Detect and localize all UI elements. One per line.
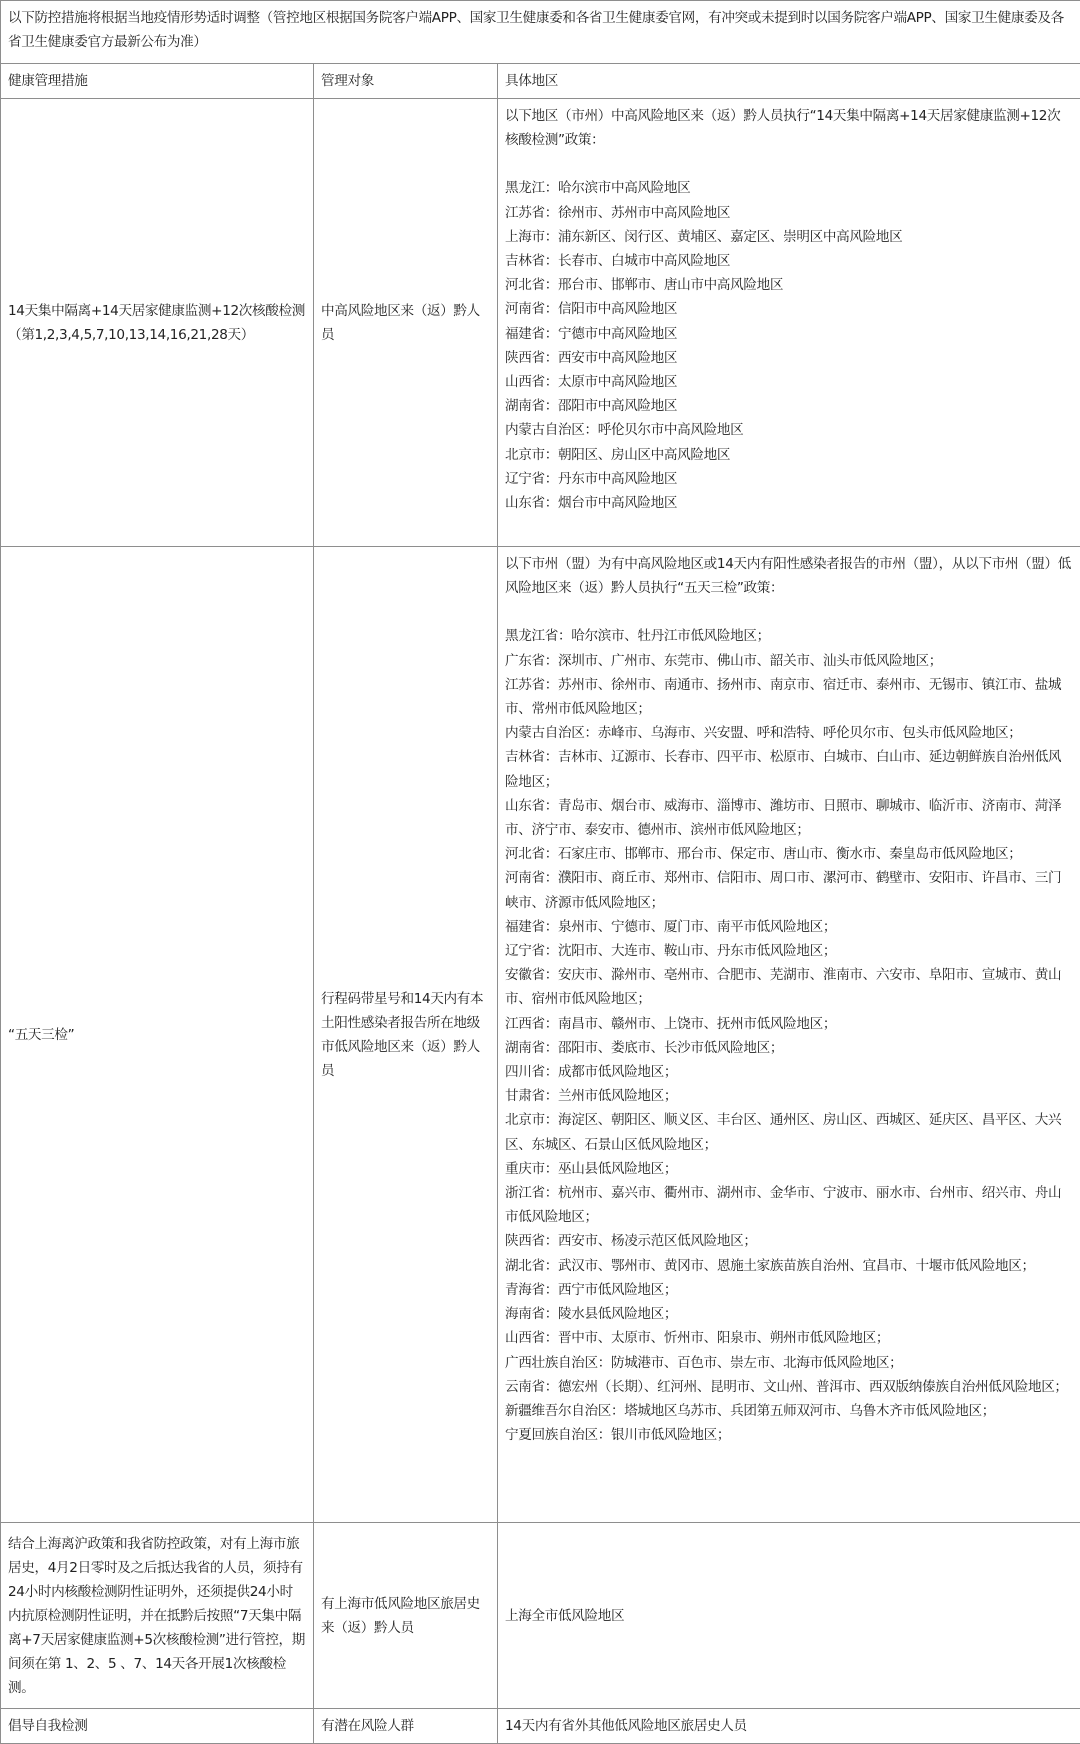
region-line: 河北省：邢台市、邯郸市、唐山市中高风险地区 [505, 273, 1073, 297]
measure-cell: 14天集中隔离+14天居家健康监测+12次核酸检测（第1,2,3,4,5,7,10,13,14,16,21,28天） [1, 99, 314, 547]
region-line: 山东省：烟台市中高风险地区 [505, 491, 1073, 515]
region-line: 北京市：朝阳区、房山区中高风险地区 [505, 443, 1073, 467]
region-list [505, 552, 1073, 1447]
region-cell: 14天内有省外其他低风险地区旅居史人员 [498, 1709, 1080, 1744]
region-line: 湖南省：邵阳市、娄底市、长沙市低风险地区； [505, 1036, 1073, 1060]
region-line: 山东省：青岛市、烟台市、威海市、淄博市、潍坊市、日照市、聊城市、临沂市、济南市、菏泽市、济宁市、泰安市、德州市、滨州市低风险地区； [505, 794, 1073, 842]
region-line: 甘肃省：兰州市低风险地区； [505, 1084, 1073, 1108]
region-line: 宁夏回族自治区：银川市低风险地区； [505, 1423, 1073, 1447]
region-line: 浙江省：杭州市、嘉兴市、衢州市、湖州市、金华市、宁波市、丽水市、台州市、绍兴市、舟山市低风险地区； [505, 1181, 1073, 1229]
region-line: 山西省：晋中市、太原市、忻州市、阳泉市、朔州市低风险地区； [505, 1326, 1073, 1350]
table-row [1, 1709, 1080, 1744]
table-row [1, 99, 1080, 547]
region-line: 内蒙古自治区：赤峰市、乌海市、兴安盟、呼和浩特、呼伦贝尔市、包头市低风险地区； [505, 721, 1073, 745]
header-measure: 健康管理措施 [1, 64, 314, 99]
region-line: 广西壮族自治区：防城港市、百色市、崇左市、北海市低风险地区； [505, 1351, 1073, 1375]
region-intro: 以下市州（盟）为有中高风险地区或14天内有阳性感染者报告的市州（盟），从以下市州（盟）低风险地区来（返）黔人员执行“五天三检”政策： [505, 552, 1073, 600]
region-line: 吉林省：吉林市、辽源市、长春市、四平市、松原市、白城市、白山市、延边朝鲜族自治州低风险地区； [505, 745, 1073, 793]
header-region: 具体地区 [498, 64, 1080, 99]
measure-cell: 结合上海离沪政策和我省防控政策，对有上海市旅居史，4月2日零时及之后抵达我省的人员，须持有24小时内核酸检测阴性证明外，还须提供24小时内抗原检测阴性证明，并在抵黔后按照“7天集中隔离+7天居家健康监测+5次核酸检测”进行管控，期间须在第 1、2、5 、7、14天各开展1次核酸检测。 [1, 1523, 314, 1709]
table-row [1, 547, 1080, 1523]
measure-cell: 倡导自我检测 [1, 1709, 314, 1744]
region-intro: 以下地区（市州）中高风险地区来（返）黔人员执行“14天集中隔离+14天居家健康监测+12次核酸检测”政策： [505, 104, 1073, 152]
target-cell: 中高风险地区来（返）黔人员 [314, 99, 498, 547]
region-line: 广东省：深圳市、广州市、东莞市、佛山市、韶关市、汕头市低风险地区； [505, 649, 1073, 673]
region-line: 黑龙江：哈尔滨市中高风险地区 [505, 176, 1073, 200]
header-target: 管理对象 [314, 64, 498, 99]
region-line: 北京市：海淀区、朝阳区、顺义区、丰台区、通州区、房山区、西城区、延庆区、昌平区、大兴区、东城区、石景山区低风险地区； [505, 1108, 1073, 1156]
target-cell: 行程码带星号和14天内有本土阳性感染者报告所在地级市低风险地区来（返）黔人员 [314, 547, 498, 1523]
region-line: 上海市：浦东新区、闵行区、黄埔区、嘉定区、崇明区中高风险地区 [505, 225, 1073, 249]
region-line: 黑龙江省：哈尔滨市、牡丹江市低风险地区； [505, 624, 1073, 648]
region-line: 江西省：南昌市、赣州市、上饶市、抚州市低风险地区； [505, 1012, 1073, 1036]
region-list [505, 104, 1073, 515]
region-line: 湖南省：邵阳市中高风险地区 [505, 394, 1073, 418]
region-line: 四川省：成都市低风险地区； [505, 1060, 1073, 1084]
region-line: 福建省：宁德市中高风险地区 [505, 322, 1073, 346]
region-line: 辽宁省：丹东市中高风险地区 [505, 467, 1073, 491]
spacer [505, 152, 1073, 176]
region-line: 福建省：泉州市、宁德市、厦门市、南平市低风险地区； [505, 915, 1073, 939]
region-line: 海南省：陵水县低风险地区； [505, 1302, 1073, 1326]
region-line: 江苏省：徐州市、苏州市中高风险地区 [505, 201, 1073, 225]
region-cell: 上海全市低风险地区 [498, 1523, 1080, 1709]
region-line: 内蒙古自治区：呼伦贝尔市中高风险地区 [505, 418, 1073, 442]
region-line: 重庆市：巫山县低风险地区； [505, 1157, 1073, 1181]
table-row [1, 1523, 1080, 1709]
region-line: 吉林省：长春市、白城市中高风险地区 [505, 249, 1073, 273]
region-line: 云南省：德宏州（长期）、红河州、昆明市、文山州、普洱市、西双版纳傣族自治州低风险地区； [505, 1375, 1073, 1399]
target-cell: 有上海市低风险地区旅居史来（返）黔人员 [314, 1523, 498, 1709]
region-line: 青海省：西宁市低风险地区； [505, 1278, 1073, 1302]
region-line: 陕西省：西安市、杨凌示范区低风险地区； [505, 1229, 1073, 1253]
region-cell [498, 547, 1080, 1523]
region-line: 湖北省：武汉市、鄂州市、黄冈市、恩施土家族苗族自治州、宜昌市、十堰市低风险地区； [505, 1254, 1073, 1278]
header-row [1, 64, 1080, 99]
target-cell: 有潜在风险人群 [314, 1709, 498, 1744]
region-line: 河北省：石家庄市、邯郸市、邢台市、保定市、唐山市、衡水市、秦皇岛市低风险地区； [505, 842, 1073, 866]
region-line: 新疆维吾尔自治区：塔城地区乌苏市、兵团第五师双河市、乌鲁木齐市低风险地区； [505, 1399, 1073, 1423]
region-line: 辽宁省：沈阳市、大连市、鞍山市、丹东市低风险地区； [505, 939, 1073, 963]
notice-text: 以下防控措施将根据当地疫情形势适时调整（管控地区根据国务院客户端APP、国家卫生健康委和各省卫生健康委官网，有冲突或未提到时以国务院客户端APP、国家卫生健康委及各省卫生健康委官方最新公布为准） [1, 1, 1080, 64]
region-line: 陕西省：西安市中高风险地区 [505, 346, 1073, 370]
region-line: 河南省：信阳市中高风险地区 [505, 297, 1073, 321]
notice-row [1, 1, 1080, 64]
spacer [505, 600, 1073, 624]
region-cell [498, 99, 1080, 547]
region-line: 河南省：濮阳市、商丘市、郑州市、信阳市、周口市、漯河市、鹤壁市、安阳市、许昌市、三门峡市、济源市低风险地区； [505, 866, 1073, 914]
region-line: 山西省：太原市中高风险地区 [505, 370, 1073, 394]
region-line: 安徽省：安庆市、滁州市、亳州市、合肥市、芜湖市、淮南市、六安市、阜阳市、宣城市、黄山市、宿州市低风险地区； [505, 963, 1073, 1011]
measure-cell: “五天三检” [1, 547, 314, 1523]
region-line: 江苏省：苏州市、徐州市、南通市、扬州市、南京市、宿迁市、泰州市、无锡市、镇江市、盐城市、常州市低风险地区； [505, 673, 1073, 721]
